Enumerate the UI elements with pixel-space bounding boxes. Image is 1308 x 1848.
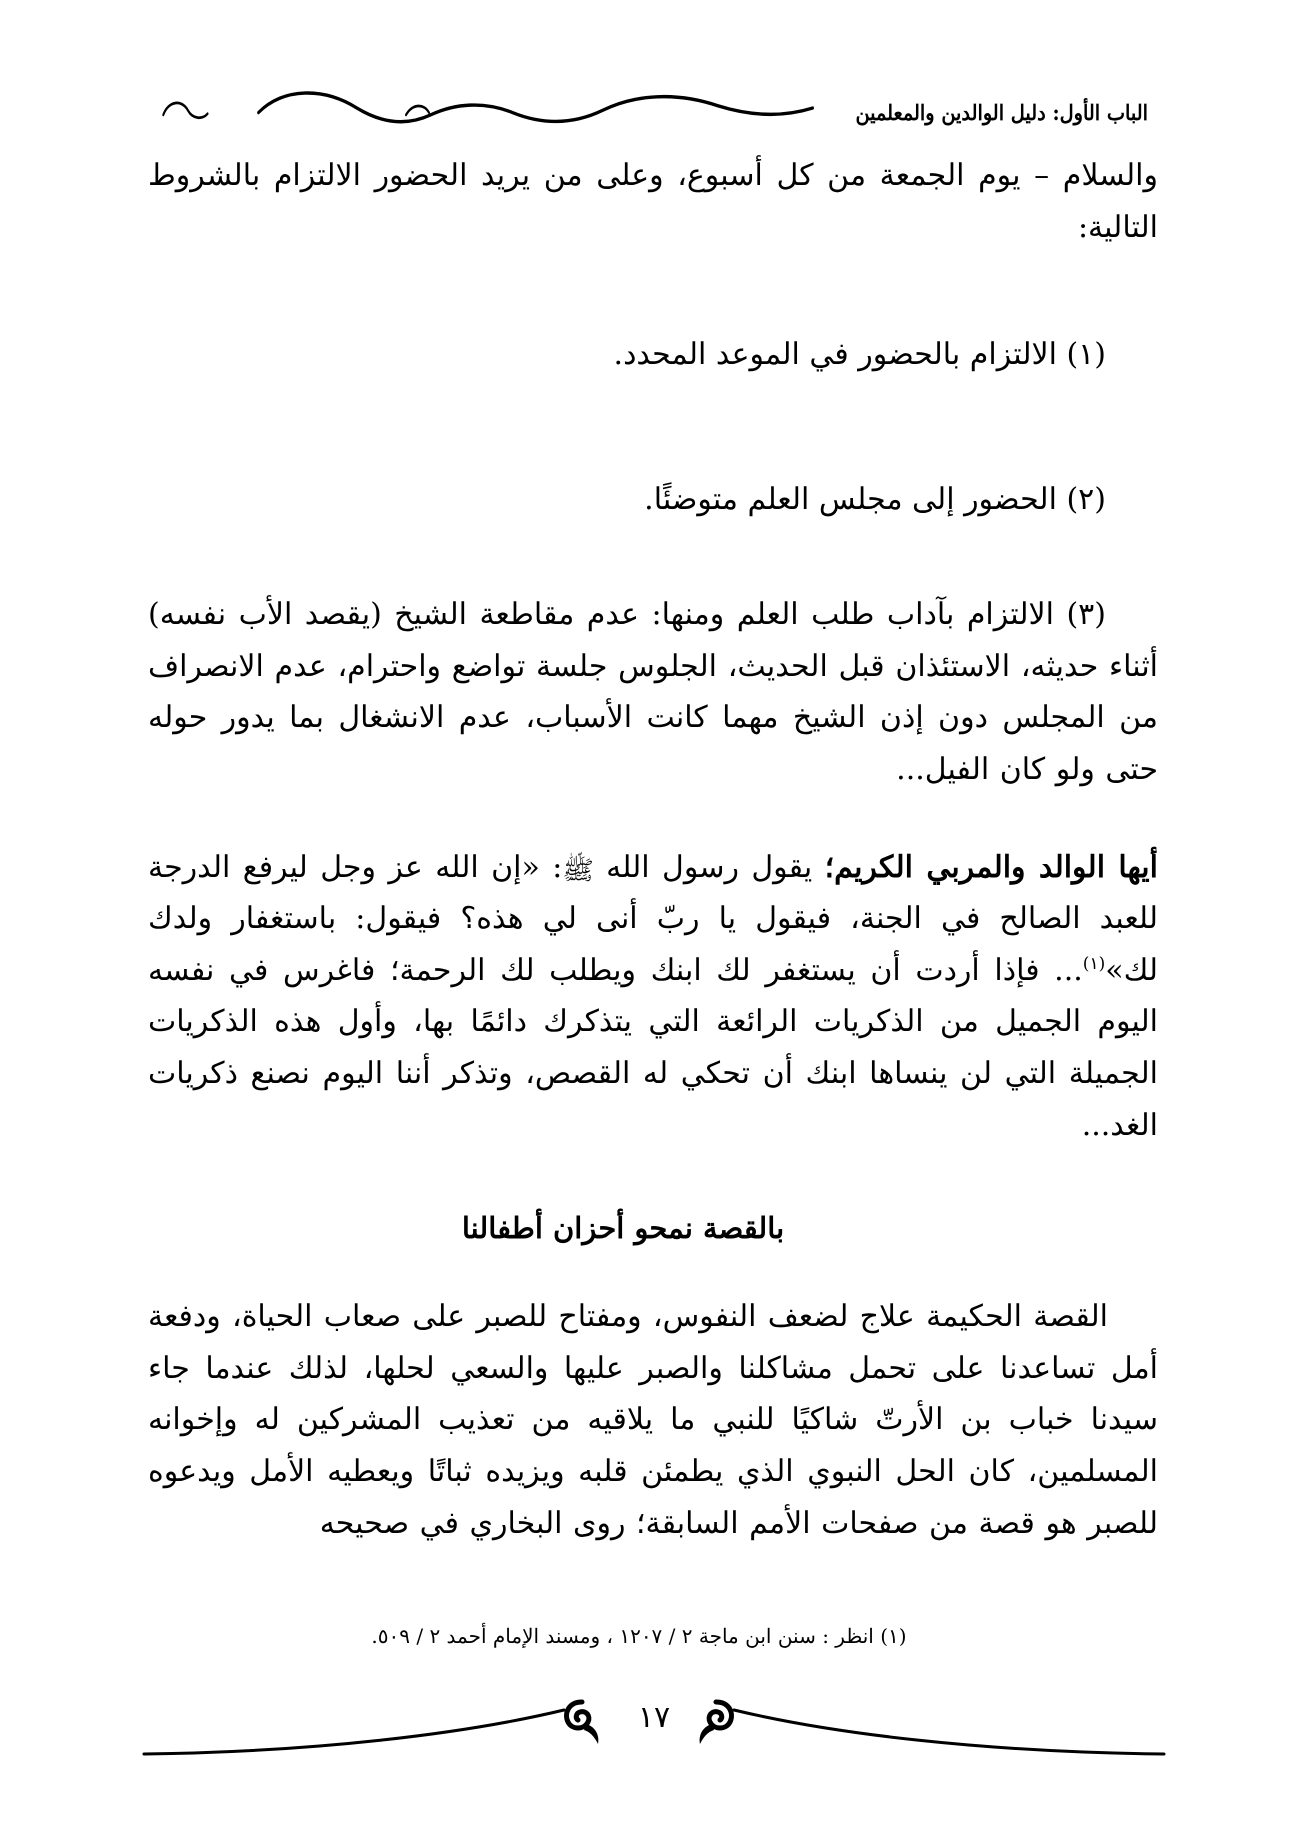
header-ornament-rule	[160, 85, 816, 131]
section-heading: بالقصة نمحو أحزان أطفالنا	[461, 1211, 785, 1246]
closing-paragraph: القصة الحكيمة علاج لضعف النفوس، ومفتاح للصبر على صعاب الحياة، ودفعة أمل تساعدنا على تحمل مشاكلنا والصبر عليها والسعي لحلها، لذلك عندما جاء سيدنا خباب بن الأرتّ شاكيًا للنبي ما يلاقيه من تعذيب المشركين له وإخوانه المسلمين، كان الحل النبوي الذي يطمئن قلبه ويزيده ثباتًا ويعطيه الأمل ويدعوه للصبر هو قصة من صفحات الأمم السابقة؛ روى البخاري في صحيحه	[148, 1299, 1158, 1541]
spacer	[148, 796, 1158, 842]
footnote-marker: (١)	[1082, 953, 1106, 974]
address-after-quote: ... فإذا أردت أن يستغفر لك ابنك ويطلب لك الرحمة؛ فاغرس في نفسه اليوم الجميل من الذكريات الرائعة التي يتذكرك دائمًا بها، وأول هذه الذكريات الجميلة التي لن ينساها ابنك أن تحكي له القصص، وتذكر أننا اليوم نصنع ذكريات الغد...	[148, 952, 1158, 1143]
spacer	[148, 410, 1158, 444]
running-header	[160, 86, 1148, 138]
address-bold-lead: أيها الوالد والمربي الكريم؛	[824, 849, 1158, 885]
condition-item-2: (٢) الحضور إلى مجلس العلم متوضئًا.	[644, 482, 1106, 518]
spacer	[148, 555, 1158, 589]
running-header-title: الباب الأول: دليل الوالدين والمعلمين	[855, 99, 1148, 125]
page-number: ١٧	[637, 1700, 671, 1735]
condition-item-1: (١) الالتزام بالحضور في الموعد المحدد.	[613, 337, 1106, 373]
intro-paragraph: والسلام – يوم الجمعة من كل أسبوع، وعلى من يريد الحضور الالتزام بالشروط التالية:	[148, 158, 1158, 245]
footnote-text: (١) انظر : سنن ابن ماجة ٢ / ١٢٠٧ ، ومسند الإمام أحمد ٢ / ٥٠٩.	[371, 1624, 907, 1648]
hadith-quote: : «إن الله عز وجل ليرفع الدرجة للعبد الصالح في الجنة، فيقول يا ربّ أنى لي هذه؟ فيقول: باستغفار ولدك لك»	[148, 849, 1158, 988]
spacer	[148, 253, 1158, 299]
page-content	[148, 150, 1158, 1549]
spacer	[148, 1151, 1158, 1211]
condition-item-3: (٣) الالتزام بآداب طلب العلم ومنها: عدم مقاطعة الشيخ (يقصد الأب نفسه) أثناء حديثه، الاستئذان قبل الحديث، الجلوس جلسة تواضع واحترام، عدم الانصراف من المجلس دون إذن الشيخ مهما كانت الأسباب، عدم الانشغال بما يدور حوله حتى ولو كان الفيل...	[148, 597, 1158, 787]
address-before-pbuh: يقول رسول الله	[593, 849, 825, 885]
address-paragraph	[148, 842, 1158, 1152]
spacer	[148, 1245, 1158, 1291]
pbuh-icon: ﷺ	[562, 855, 594, 886]
footnote-area	[150, 1620, 1158, 1652]
